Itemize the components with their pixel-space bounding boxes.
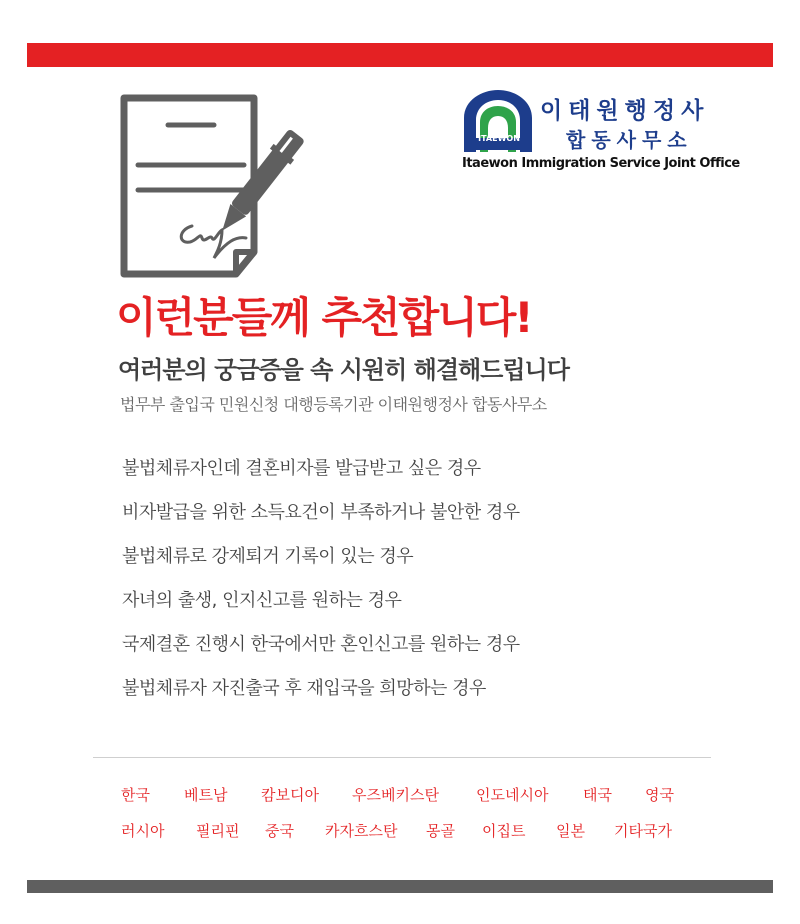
emblem-label: ITAEWON [478,134,520,143]
brand-name-line1: 이태원행정사 [540,98,710,124]
list-item: 불법체류로 강제퇴거 기록이 있는 경우 [122,546,414,567]
country-item: 중국 [265,822,294,840]
list-item: 불법체류자 자진출국 후 재입국을 희망하는 경우 [122,678,486,699]
country-item: 필리핀 [196,822,240,840]
country-item: 러시아 [121,822,165,840]
country-item: 베트남 [184,786,228,804]
recommended-cases-list [122,455,520,719]
page-title: 이런분들께 추천합니다! [116,293,532,342]
country-item: 캄보디아 [261,786,319,804]
country-item: 우즈베키스탄 [352,786,439,804]
country-item: 일본 [556,822,585,840]
brand-english-name: Itaewon Immigration Service Joint Office [462,156,740,171]
country-list-row1 [0,784,800,808]
country-item: 인도네시아 [476,786,549,804]
country-item: 한국 [121,786,150,804]
country-list-row2 [0,820,800,844]
country-item: 몽골 [426,822,455,840]
brand-logo [462,86,740,176]
agency-caption: 법무부 출입국 민원신청 대행등록기관 이태원행정사 합동사무소 [120,395,547,414]
section-divider [93,757,711,758]
country-item: 영국 [645,786,674,804]
brand-name-line2: 합동사무소 [566,128,693,152]
country-item: 카자흐스탄 [325,822,398,840]
list-item: 비자발급을 위한 소득요건이 부족하거나 불안한 경우 [122,502,520,523]
list-item: 불법체류자인데 결혼비자를 발급받고 싶은 경우 [122,458,481,479]
list-item: 국제결혼 진행시 한국에서만 혼인신고를 원하는 경우 [122,634,520,655]
bottom-accent-bar [27,880,773,893]
country-item: 이집트 [482,822,526,840]
document-signing-pen-icon [118,92,318,282]
page-subtitle: 여러분의 궁금증을 속 시원히 해결해드립니다 [118,356,569,384]
country-item: 태국 [583,786,612,804]
country-item: 기타국가 [614,822,672,840]
top-accent-bar [27,43,773,67]
list-item: 자녀의 출생, 인지신고를 원하는 경우 [122,590,402,611]
